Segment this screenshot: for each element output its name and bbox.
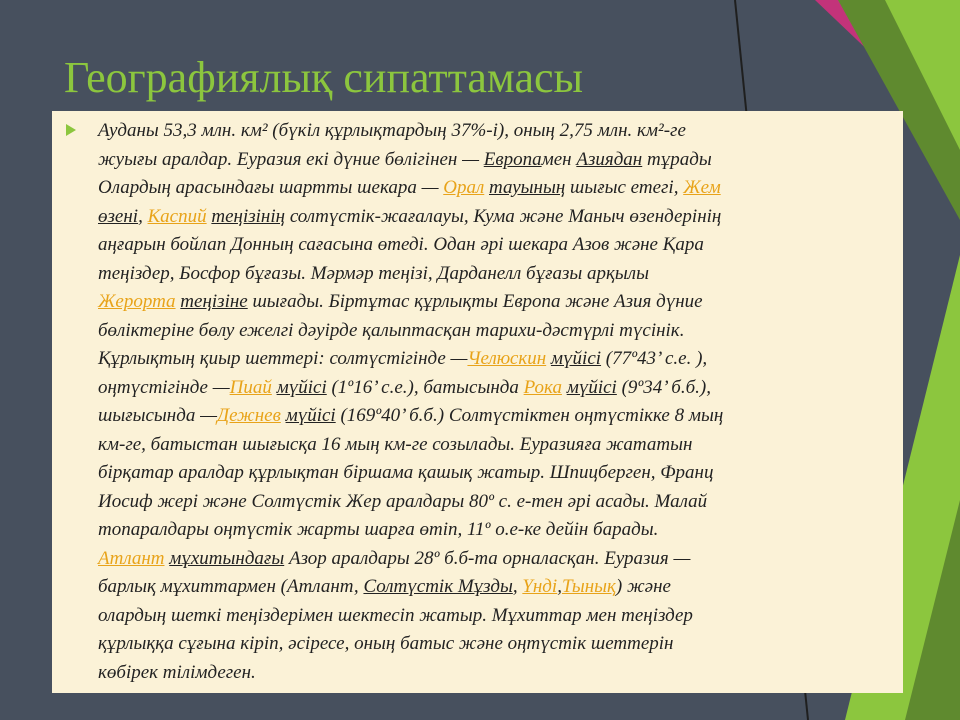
hyperlink[interactable]: теңізінің xyxy=(211,205,286,227)
paragraph-line xyxy=(98,345,894,374)
text-run: шығысында — xyxy=(98,405,217,426)
text-run: (9º34’ б.б.), xyxy=(616,376,711,398)
hyperlink[interactable]: Жерорта xyxy=(98,291,176,312)
paragraph-line xyxy=(98,231,894,260)
text-run: , xyxy=(557,576,562,597)
hyperlink[interactable]: Европа xyxy=(483,148,542,170)
text-run: жуығы аралдар. Еуразия екі дүние бөлігінен — xyxy=(98,148,484,170)
hyperlink[interactable]: өзені xyxy=(98,205,139,227)
hyperlink[interactable]: мұхитындағы xyxy=(169,547,285,569)
hyperlink[interactable]: Челюскин xyxy=(467,348,547,369)
text-run: (169º40’ б.б.) Солтүстіктен оңтүстікке 8 мың xyxy=(335,405,724,426)
hyperlink[interactable]: теңізіне xyxy=(180,291,248,312)
text-run: , xyxy=(512,576,523,597)
hyperlink[interactable]: Солтүстік Мұзды xyxy=(363,576,513,597)
hyperlink[interactable]: тауының xyxy=(489,177,566,198)
slide-title: Географиялық сипаттамасы xyxy=(64,53,584,102)
text-run: барлық мұхиттармен (Атлант, xyxy=(98,576,364,597)
hyperlink[interactable]: Үнді xyxy=(522,576,558,597)
text-run: мен xyxy=(541,148,577,170)
paragraph-line xyxy=(98,659,894,688)
text-run: Иосиф жері және Солтүстік Жер аралдары 80º с. е-тен әрі асады. Малай xyxy=(98,490,708,512)
text-run: км-ге, батыстан шығысқа 16 мың км-ге созылады. Еуразияға жататын xyxy=(98,433,693,455)
hyperlink[interactable]: мүйісі xyxy=(550,348,602,369)
body-paragraph xyxy=(98,117,894,687)
paragraph-line xyxy=(98,630,894,659)
text-run: Ауданы 53,3 млн. км² (бүкіл құрлықтардың 37%-і), оның 2,75 млн. км²-ге xyxy=(98,120,686,141)
paragraph-line xyxy=(98,260,894,289)
paragraph-line xyxy=(98,545,894,574)
text-run: көбірек тілімдеген. xyxy=(98,661,256,683)
text-run: құрлыққа сұғына кіріп, әсіресе, оның батыс және оңтүстік шеттерін xyxy=(98,633,674,654)
paragraph-line xyxy=(98,374,894,403)
paragraph-line xyxy=(98,602,894,631)
text-run: шығады. Біртұтас құрлықты Европа және Азия дүние xyxy=(247,291,703,312)
hyperlink[interactable]: Дежнев xyxy=(216,405,281,426)
hyperlink[interactable]: мүйісі xyxy=(276,376,327,398)
text-run: бірқатар аралдар құрлықтан біршама қашық жатыр. Шпицберген, Франц xyxy=(98,462,714,483)
paragraph-line xyxy=(98,317,894,346)
hyperlink[interactable]: Рока xyxy=(523,376,562,398)
text-run: теңіздер, Босфор бұғазы. Мәрмәр теңізі, Дарданелл бұғазы арқылы xyxy=(98,262,649,284)
text-run: Құрлықтың қиыр шеттері: солтүстігінде — xyxy=(98,348,468,369)
paragraph-line xyxy=(98,203,894,232)
hyperlink[interactable]: мүйісі xyxy=(285,405,336,426)
paragraph-line xyxy=(98,488,894,517)
paragraph-line xyxy=(98,288,894,317)
text-run: (77º43’ с.е. ), xyxy=(601,348,708,369)
paragraph-line xyxy=(98,431,894,460)
text-run: ) және xyxy=(615,576,671,597)
hyperlink[interactable]: Жем xyxy=(683,177,721,198)
paragraph-line xyxy=(98,146,894,175)
hyperlink[interactable]: Каспий xyxy=(147,205,207,227)
paragraph-line xyxy=(98,174,894,203)
hyperlink[interactable]: Азиядан xyxy=(576,148,643,170)
hyperlink[interactable]: мүйісі xyxy=(566,376,617,398)
paragraph-line xyxy=(98,573,894,602)
text-run: солтүстік-жағалауы, Кума және Маныч өзендерінің xyxy=(285,205,722,227)
text-run: олардың шеткі теңіздерімен шектесіп жатыр. Мұхиттар мен теңіздер xyxy=(98,604,693,626)
paragraph-line xyxy=(98,516,894,545)
text-run: аңғарын бойлап Донның сағасына өтеді. Одан әрі шекара Азов және Қара xyxy=(98,234,704,255)
text-run: топаралдары оңтүстік жарты шарға өтіп, 11º о.е-ке дейін барады. xyxy=(98,519,659,540)
hyperlink[interactable]: Орал xyxy=(443,177,485,198)
text-run: оңтүстігінде — xyxy=(98,376,230,398)
hyperlink[interactable]: Атлант xyxy=(98,547,165,569)
triangle-bullet-icon xyxy=(66,124,76,136)
text-run: тұрады xyxy=(642,148,712,170)
text-run: шығыс етегі, xyxy=(565,177,684,198)
paragraph-line xyxy=(98,459,894,488)
hyperlink[interactable]: Тынық xyxy=(561,576,616,597)
text-run: бөліктеріне бөлу ежелгі дәуірде қалыптасқан тарихи-дәстүрлі түсінік. xyxy=(98,319,685,341)
text-run: Азор аралдары 28º б.б-та орналасқан. Еуразия — xyxy=(284,547,691,569)
text-run: , xyxy=(138,205,148,227)
paragraph-line xyxy=(98,402,894,431)
text-run: (1º16’ с.е.), батысында xyxy=(326,376,524,398)
text-run: Олардың арасындағы шартты шекара — xyxy=(98,177,444,198)
paragraph-line xyxy=(98,117,894,146)
hyperlink[interactable]: Пиай xyxy=(229,376,272,398)
